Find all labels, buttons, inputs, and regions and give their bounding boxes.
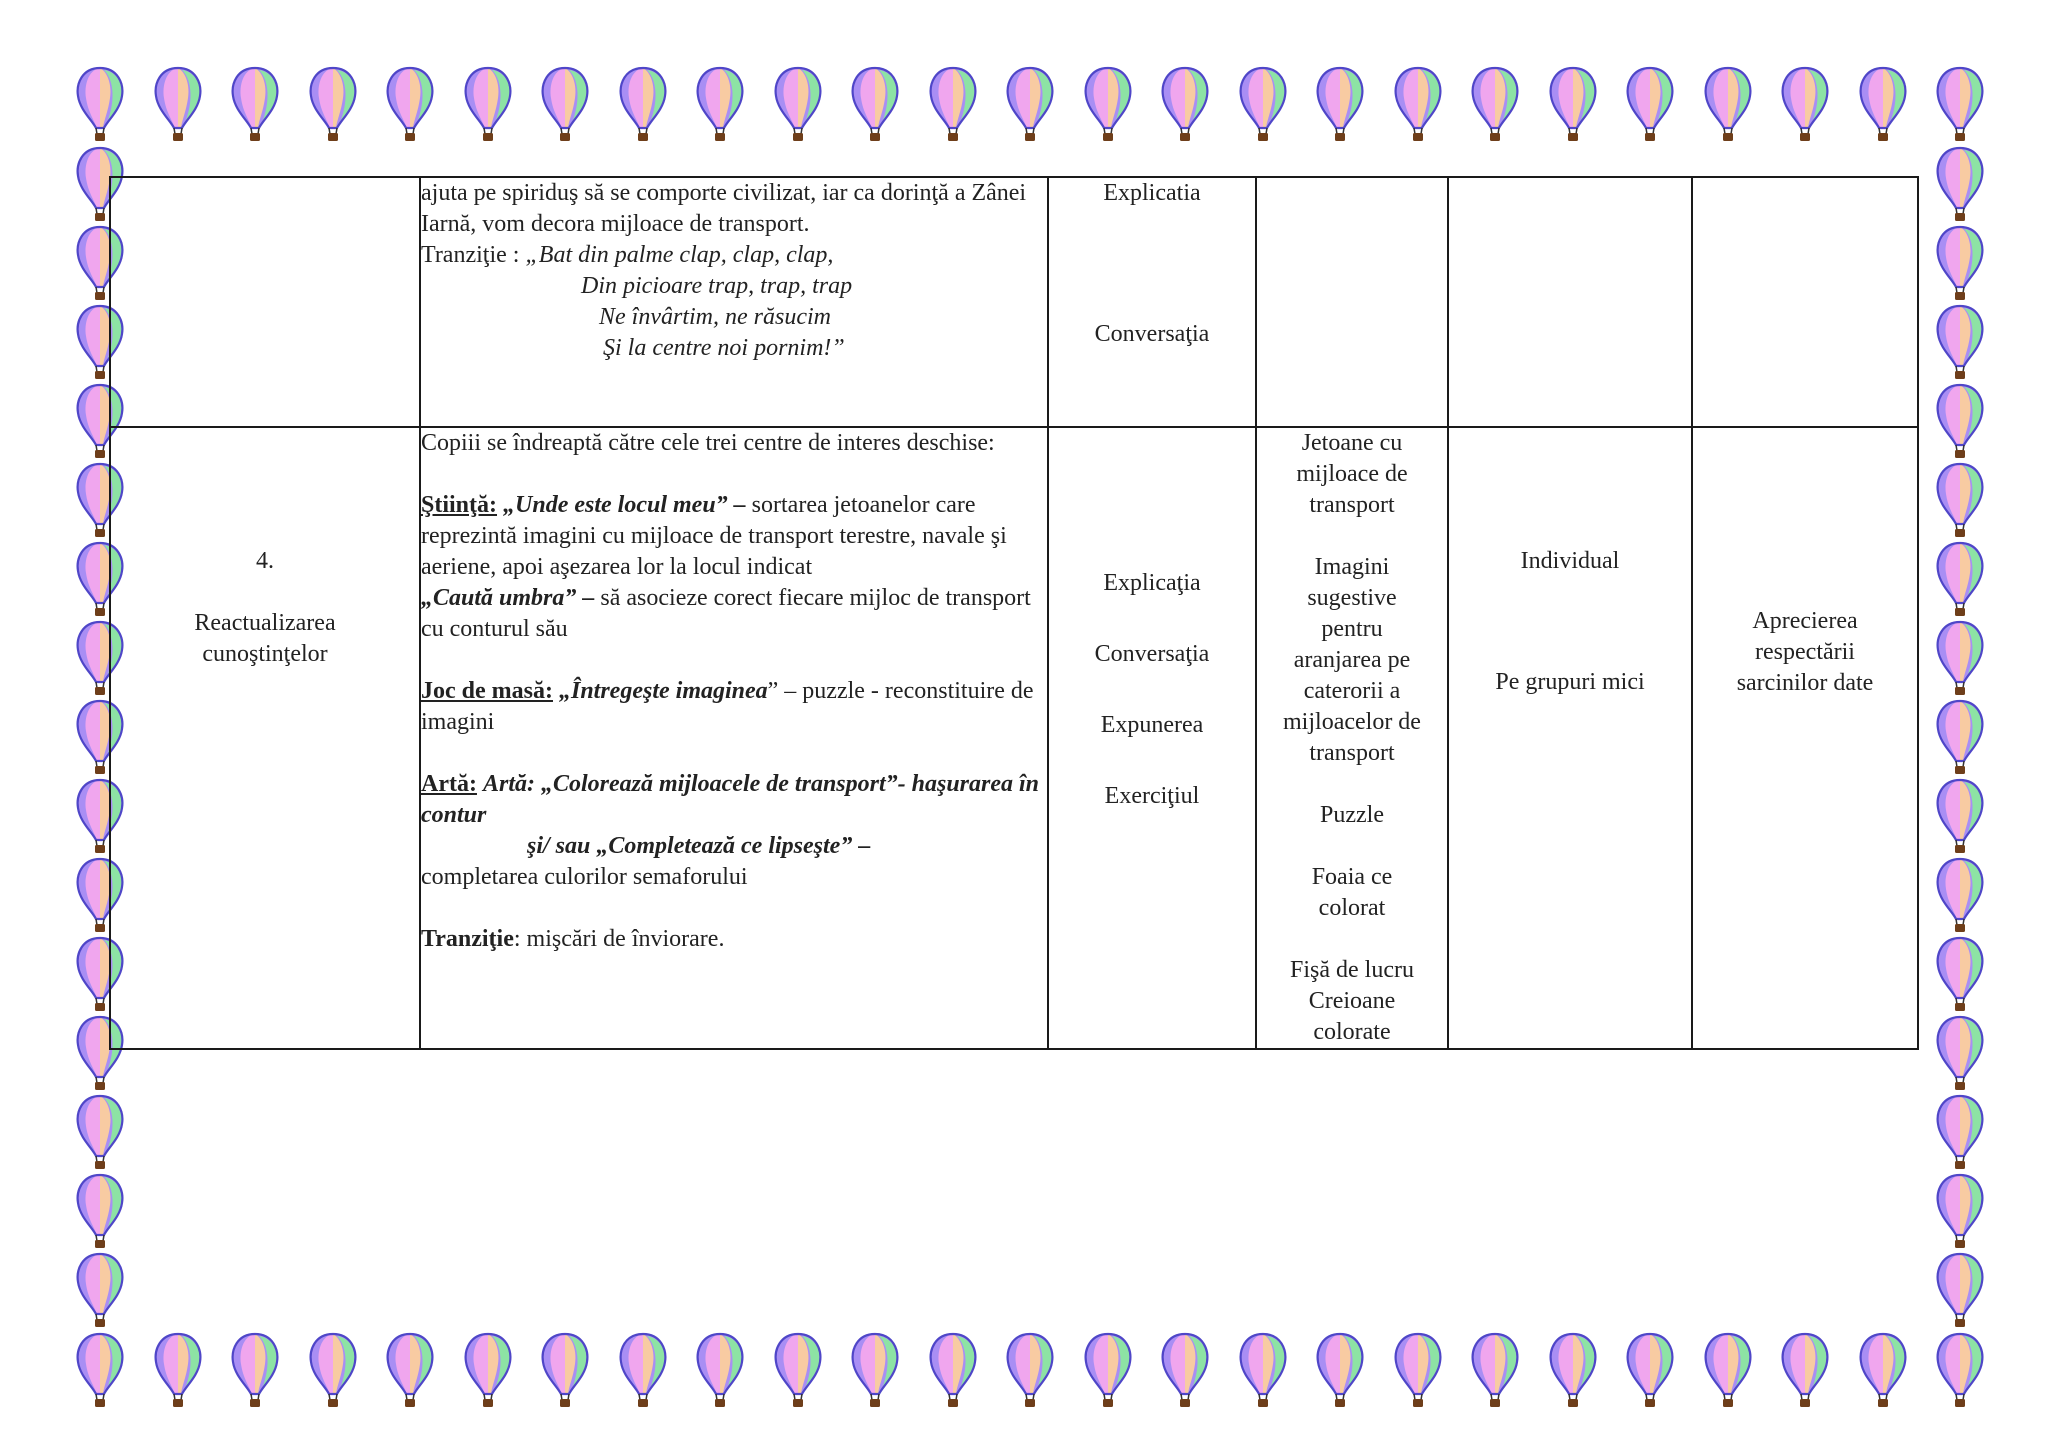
hot-air-balloon-icon	[1163, 1334, 1208, 1407]
evaluation-line: Aprecierea	[1752, 608, 1858, 634]
hot-air-balloon-icon	[1318, 68, 1363, 141]
material-cell	[1256, 427, 1448, 1049]
hot-air-balloon-icon	[466, 1334, 511, 1407]
hot-air-balloon-icon	[543, 1334, 588, 1407]
material-line: Puzzle	[1320, 802, 1384, 828]
evaluation-line: sarcinilor date	[1736, 670, 1874, 696]
hot-air-balloon-icon	[1628, 1334, 1673, 1407]
material-line: aranjarea pe	[1293, 647, 1411, 673]
material-line: caterorii a	[1303, 678, 1401, 704]
intro-text: Copiii se îndreaptă către cele trei centre de interes deschise:	[421, 430, 995, 456]
hot-air-balloon-icon	[698, 68, 743, 141]
hot-air-balloon-icon	[621, 1334, 666, 1407]
method-item: Explicatia	[1103, 180, 1201, 206]
material-line: sugestive	[1307, 585, 1397, 611]
material-line: mijloace de	[1296, 461, 1408, 487]
hot-air-balloon-icon	[1783, 1334, 1828, 1407]
activity-title: „Întregeşte imaginea	[558, 678, 768, 704]
material-line: Creioane	[1308, 988, 1396, 1014]
method-item: Conversaţia	[1094, 641, 1210, 667]
stage-name: Reactualizarea	[194, 610, 336, 636]
content-paragraph: ajuta pe spiriduş să se comporte civilizat, iar ca dorinţă a Zânei Iarnă, vom decora mijloace de transport.	[421, 180, 1027, 237]
umbra-activity	[421, 583, 1047, 645]
verse-line: Şi la centre noi pornim!”	[603, 335, 845, 361]
content-cell	[420, 177, 1048, 427]
material-line: pentru	[1321, 616, 1383, 642]
hot-air-balloon-icon	[1008, 68, 1053, 141]
hot-air-balloon-icon	[1938, 68, 1983, 141]
method-cell	[1048, 177, 1256, 427]
verse-line: Din picioare trap, trap, trap	[581, 273, 853, 299]
hot-air-balloon-icon	[1938, 148, 1983, 221]
hot-air-balloon-icon	[156, 68, 201, 141]
activity-title: şi/ sau „Completează ce lipseşte” –	[527, 833, 871, 859]
hot-air-balloon-icon	[853, 68, 898, 141]
activity-text: sortarea jetoanelor care reprezintă imagini cu mijloace de transport terestre, navale şi aeriene, apoi aşezarea lor la locul indicat	[421, 492, 1007, 580]
hot-air-balloon-icon	[78, 1096, 123, 1169]
hot-air-balloon-icon	[1861, 68, 1906, 141]
hot-air-balloon-icon	[466, 68, 511, 141]
hot-air-balloon-icon	[1938, 385, 1983, 458]
evaluation-cell	[1692, 427, 1918, 1049]
hot-air-balloon-icon	[1241, 1334, 1286, 1407]
content-cell	[420, 427, 1048, 1049]
transition-label: Tranziţie :	[421, 242, 520, 268]
hot-air-balloon-icon	[931, 1334, 976, 1407]
hot-air-balloon-icon	[621, 68, 666, 141]
hot-air-balloon-icon	[311, 68, 356, 141]
hot-air-balloon-icon	[1473, 68, 1518, 141]
hot-air-balloon-icon	[543, 68, 588, 141]
activity-text: ” – puzzle - reconstituire de imagini	[421, 678, 1034, 735]
stage-cell	[110, 177, 420, 427]
hot-air-balloon-icon	[1938, 543, 1983, 616]
center-label: Ştiinţă:	[421, 492, 498, 518]
activity-title: Artă: „Colorează mijloacele de transport”- haşurarea în contur	[421, 771, 1040, 828]
material-group	[1257, 428, 1447, 521]
hot-air-balloon-icon	[1086, 1334, 1131, 1407]
tranzitie-line	[421, 924, 1047, 955]
hot-air-balloon-icon	[1938, 1175, 1983, 1248]
material-line: colorat	[1318, 895, 1386, 921]
hot-air-balloon-icon	[1938, 780, 1983, 853]
hot-air-balloon-icon	[1241, 68, 1286, 141]
material-cell	[1256, 177, 1448, 427]
hot-air-balloon-icon	[1938, 306, 1983, 379]
center-label: Joc de masă:	[421, 678, 553, 704]
method-item: Conversaţia	[1094, 321, 1210, 347]
hot-air-balloon-icon	[1396, 1334, 1441, 1407]
organization-item: Pe grupuri mici	[1495, 669, 1645, 695]
verse-line: „Bat din palme clap, clap, clap,	[525, 242, 834, 268]
joc-activity	[421, 676, 1047, 738]
hot-air-balloon-icon	[1396, 68, 1441, 141]
method-cell	[1048, 427, 1256, 1049]
material-group	[1257, 552, 1447, 769]
material-group	[1257, 862, 1447, 924]
stage-number: 4.	[256, 548, 274, 574]
stage-name: cunoştinţelor	[202, 641, 328, 667]
evaluation-line: respectării	[1755, 639, 1855, 665]
table-row	[110, 177, 1918, 427]
stiinta-activity	[421, 490, 1047, 583]
material-line: Jetoane cu	[1301, 430, 1403, 456]
hot-air-balloon-icon	[156, 1334, 201, 1407]
material-group	[1257, 800, 1447, 831]
organization-item: Individual	[1520, 548, 1620, 574]
hot-air-balloon-icon	[78, 1175, 123, 1248]
hot-air-balloon-icon	[233, 1334, 278, 1407]
center-label: Artă:	[421, 771, 477, 797]
hot-air-balloon-icon	[388, 1334, 433, 1407]
material-line: Imagini	[1314, 554, 1390, 580]
hot-air-balloon-icon	[78, 1254, 123, 1327]
material-line: colorate	[1313, 1019, 1391, 1045]
hot-air-balloon-icon	[1938, 1254, 1983, 1327]
hot-air-balloon-icon	[233, 68, 278, 141]
hot-air-balloon-icon	[1938, 859, 1983, 932]
hot-air-balloon-icon	[78, 68, 123, 141]
material-line: mijloacelor de	[1283, 709, 1421, 735]
transition-text: : mişcări de înviorare.	[513, 926, 725, 952]
hot-air-balloon-icon	[78, 1334, 123, 1407]
hot-air-balloon-icon	[311, 1334, 356, 1407]
organization-cell	[1448, 427, 1692, 1049]
activity-title: „Caută umbra” –	[421, 585, 595, 611]
table-row	[110, 427, 1918, 1049]
stage-cell	[110, 427, 420, 1049]
activity-title: „Unde este locul meu” –	[503, 492, 746, 518]
verse-line: Ne învârtim, ne răsucim	[599, 304, 831, 330]
activity-text: completarea culorilor semaforului	[421, 864, 748, 890]
activity-text: să asocieze corect fiecare mijloc de transport cu conturul său	[421, 585, 1031, 642]
hot-air-balloon-icon	[1008, 1334, 1053, 1407]
hot-air-balloon-icon	[1938, 701, 1983, 774]
material-line: Fişă de lucru	[1290, 957, 1414, 983]
hot-air-balloon-icon	[1938, 938, 1983, 1011]
hot-air-balloon-icon	[1551, 68, 1596, 141]
material-line: transport	[1309, 492, 1395, 518]
hot-air-balloon-icon	[1938, 1096, 1983, 1169]
hot-air-balloon-icon	[1551, 1334, 1596, 1407]
hot-air-balloon-icon	[1861, 1334, 1906, 1407]
hot-air-balloon-icon	[1706, 1334, 1751, 1407]
material-group	[1257, 955, 1447, 1048]
hot-air-balloon-icon	[776, 68, 821, 141]
hot-air-balloon-icon	[1473, 1334, 1518, 1407]
transition-line	[421, 240, 1047, 271]
hot-air-balloon-icon	[776, 1334, 821, 1407]
hot-air-balloon-icon	[1938, 622, 1983, 695]
method-item: Expunerea	[1100, 712, 1204, 738]
hot-air-balloon-icon	[1938, 464, 1983, 537]
hot-air-balloon-icon	[1318, 1334, 1363, 1407]
hot-air-balloon-icon	[1706, 68, 1751, 141]
hot-air-balloon-icon	[698, 1334, 743, 1407]
hot-air-balloon-icon	[1163, 68, 1208, 141]
hot-air-balloon-icon	[1628, 68, 1673, 141]
transition-label: Tranziţie	[421, 926, 514, 952]
hot-air-balloon-icon	[1086, 68, 1131, 141]
hot-air-balloon-icon	[1938, 1334, 1983, 1407]
organization-cell	[1448, 177, 1692, 427]
hot-air-balloon-icon	[1938, 227, 1983, 300]
method-item: Exerciţiul	[1104, 783, 1200, 809]
hot-air-balloon-icon	[853, 1334, 898, 1407]
method-item: Explicaţia	[1103, 570, 1201, 596]
hot-air-balloon-icon	[1783, 68, 1828, 141]
hot-air-balloon-icon	[388, 68, 433, 141]
lesson-plan-table	[109, 176, 1919, 1050]
material-line: Foaia ce	[1311, 864, 1393, 890]
material-line: transport	[1309, 740, 1395, 766]
arta-activity	[421, 769, 1047, 831]
hot-air-balloon-icon	[931, 68, 976, 141]
evaluation-cell	[1692, 177, 1918, 427]
hot-air-balloon-icon	[1938, 1017, 1983, 1090]
